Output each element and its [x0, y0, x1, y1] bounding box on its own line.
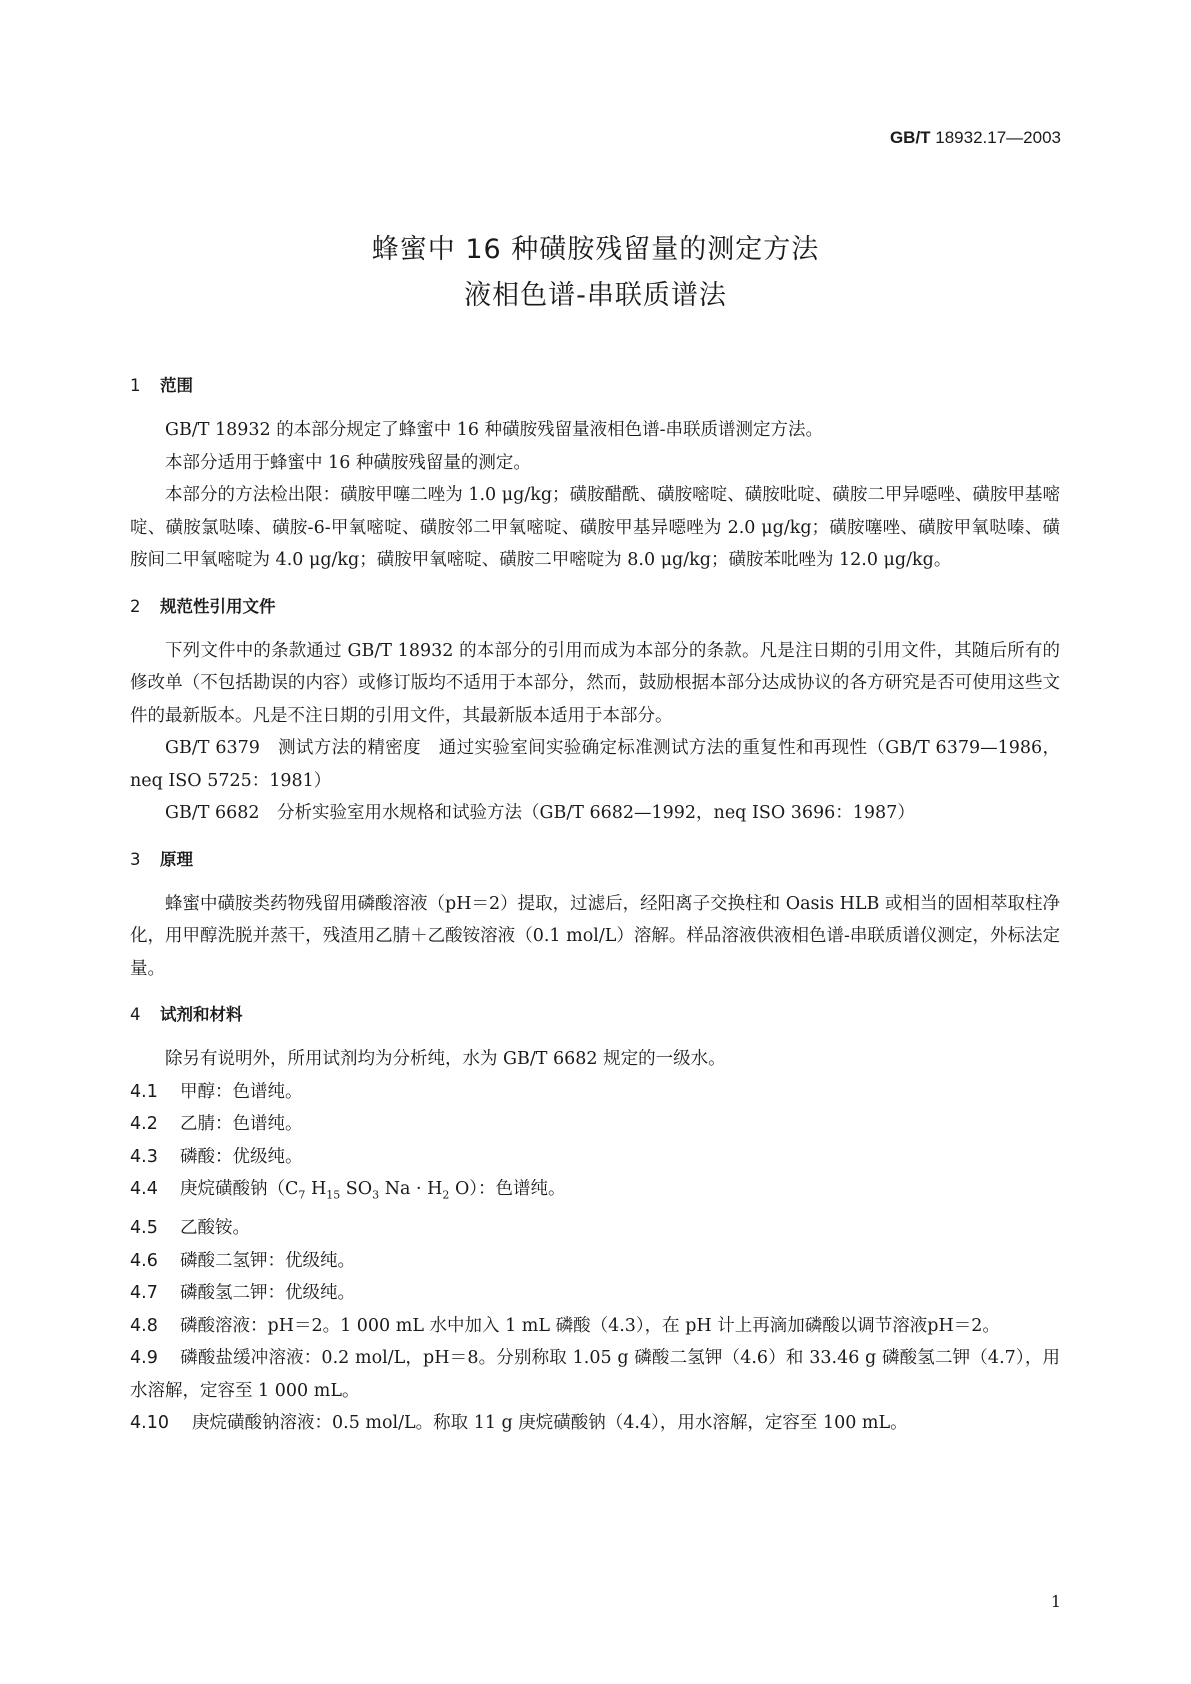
item-text: 磷酸二氢钾：优级纯。 [180, 1250, 355, 1271]
reagent-item [130, 1310, 1060, 1343]
formula-subscript: 2 [442, 1188, 450, 1202]
item-text: 庚烷磺酸钠溶液：0.5 mol/L。称取 11 g 庚烷磺酸钠（4.4），用水溶解，定容至 100 mL。 [192, 1413, 908, 1433]
paragraph: 本部分适用于蜂蜜中 16 种磺胺残留量的测定。 [165, 452, 531, 473]
item-number: 4.3 [130, 1146, 158, 1167]
section-number: 4 [130, 1005, 141, 1024]
paragraph: 本部分的方法检出限：磺胺甲噻二唑为 1.0 μg/kg；磺胺醋酰、磺胺嘧啶、磺胺吡啶、磺胺二甲异噁唑、磺胺甲基嘧啶、磺胺氯哒嗪、磺胺-6-甲氧嘧啶、磺胺邻二甲氧嘧啶、磺胺甲基异噁唑为 2.0 μg/kg；磺胺噻唑、磺胺甲氧哒嗪、磺胺间二甲氧嘧啶为 4.0 μg/kg；磺胺甲氧嘧啶、磺胺二甲嘧啶为 8.0 μg/kg；磺胺苯吡唑为 12.0 μg/kg。 [130, 485, 1060, 570]
item-text: 乙腈：色谱纯。 [180, 1114, 303, 1134]
formula-part: O）：色谱纯。 [449, 1179, 566, 1199]
reagent-item [130, 1212, 1060, 1245]
item-text: 磷酸盐缓冲溶液：0.2 mol/L，pH＝8。分别称取 1.05 g 磷酸二氢钾（4.6）和 33.46 g 磷酸氢二钾（4.7），用水溶解，定容至 1 000 mL。 [130, 1348, 1060, 1401]
page-number: 1 [1050, 1592, 1061, 1611]
reagent-item [130, 1245, 1060, 1278]
item-number: 4.7 [130, 1283, 158, 1303]
formula-subscript: 15 [326, 1188, 341, 1202]
reagent-item [130, 1342, 1060, 1407]
paragraph: GB/T 18932 的本部分规定了蜂蜜中 16 种磺胺残留量液相色谱-串联质谱测定方法。 [165, 420, 824, 440]
item-text: 磷酸氢二钾：优级纯。 [180, 1283, 355, 1303]
formula-part: Na · H [379, 1179, 443, 1199]
section-heading-normative-references [130, 591, 1060, 623]
paragraph: 蜂蜜中磺胺类药物残留用磷酸溶液（pH＝2）提取，过滤后，经阳离子交换柱和 Oasis HLB 或相当的固相萃取柱净化，用甲醇洗脱并蒸干，残渣用乙腈＋乙酸铵溶液（0.1 mol/L）溶解。样品溶液供液相色谱-串联质谱仪测定，外标法定量。 [130, 893, 1060, 979]
formula-part: SO [340, 1179, 373, 1199]
paragraph: 下列文件中的条款通过 GB/T 18932 的本部分的引用而成为本部分的条款。凡是注日期的引用文件，其随后所有的修改单（不包括勘误的内容）或修订版均不适用于本部分，然而，鼓励根据本部分达成协议的各方研究是否可使用这些文件的最新版本。凡是不注日期的引用文件，其最新版本适用于本部分。 [130, 640, 1060, 726]
formula-part: 庚烷磺酸钠（C [180, 1179, 299, 1199]
paragraph: 除另有说明外，所用试剂均为分析纯，水为 GB/T 6682 规定的一级水。 [165, 1049, 726, 1069]
reference-item: GB/T 6379 测试方法的精密度 通过实验室间实验确定标准测试方法的重复性和再现性（GB/T 6379—1986，neq ISO 5725：1981） [130, 738, 1060, 791]
item-text: 甲醇：色谱纯。 [180, 1081, 303, 1102]
standard-code [890, 128, 1061, 148]
item-number: 4.10 [130, 1413, 169, 1433]
item-number: 4.4 [130, 1179, 158, 1199]
formula-subscript: 3 [372, 1188, 380, 1202]
item-number: 4.5 [130, 1218, 158, 1238]
standard-prefix: GB/T [889, 128, 931, 147]
section-number: 2 [130, 596, 141, 616]
section-title: 原理 [160, 849, 193, 869]
reagent-item [130, 1173, 1060, 1212]
reference-item: GB/T 6682 分析实验室用水规格和试验方法（GB/T 6682—1992，neq ISO 3696：1987） [165, 803, 915, 823]
section-title: 规范性引用文件 [160, 596, 276, 616]
section-heading-scope [130, 370, 1060, 402]
item-number: 4.1 [130, 1081, 158, 1102]
section-number: 3 [130, 849, 141, 869]
section-heading-reagents [130, 999, 1060, 1031]
item-number: 4.2 [130, 1114, 158, 1134]
reagent-item [130, 1407, 1060, 1440]
reagent-item [130, 1277, 1060, 1310]
item-text: 磷酸：优级纯。 [180, 1146, 303, 1167]
section-heading-principle [130, 844, 1060, 876]
item-number: 4.6 [130, 1250, 158, 1271]
item-number: 4.8 [130, 1315, 158, 1336]
item-number: 4.9 [130, 1348, 158, 1368]
formula-part: H [305, 1179, 327, 1199]
reagent-item [130, 1141, 1060, 1174]
item-text [180, 1179, 566, 1202]
section-title: 试剂和材料 [160, 1005, 243, 1024]
reagent-item [130, 1076, 1060, 1109]
standard-number: 18932.17—2003 [930, 128, 1061, 147]
document-body [130, 370, 1060, 1440]
item-text: 乙酸铵。 [180, 1218, 250, 1238]
section-title: 范围 [160, 376, 193, 395]
item-text: 磷酸溶液：pH＝2。1 000 mL 水中加入 1 mL 磷酸（4.3），在 pH 计上再滴加磷酸以调节溶液pH＝2。 [180, 1315, 1000, 1336]
document-title-line-1: 蜂蜜中 16 种磺胺残留量的测定方法 [371, 234, 820, 265]
document-title-line-2: 液相色谱-串联质谱法 [464, 280, 727, 311]
formula-subscript: 7 [298, 1188, 306, 1202]
section-number: 1 [130, 376, 141, 395]
reagent-item [130, 1108, 1060, 1141]
